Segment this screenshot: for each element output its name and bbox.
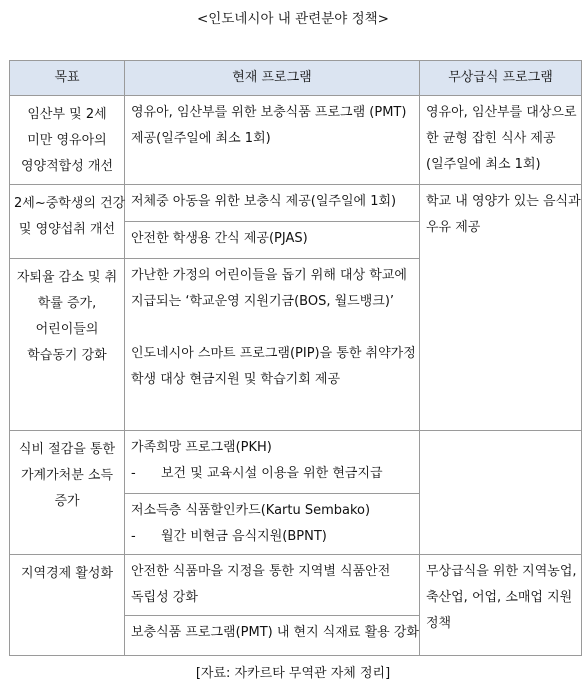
program-line: 영유아, 임산부를 위한 보충식품 프로그램 (PMT) <box>131 105 407 120</box>
goal-cell <box>10 431 125 555</box>
current-program-cell <box>125 259 420 431</box>
goal-line: 및 영양섭취 개선 <box>18 222 116 237</box>
program-line: 독립성 강화 <box>131 590 198 605</box>
spacer <box>131 315 415 341</box>
current-program-cell <box>125 431 420 494</box>
bullet-dash: - <box>131 529 136 544</box>
free-meal-line: 무상급식을 위한 지역농업, <box>426 564 577 579</box>
goal-line: 영양적합성 개선 <box>20 159 114 174</box>
current-program-cell <box>125 185 420 222</box>
goal-line: 증가 <box>54 494 80 509</box>
free-meal-line: 학교 내 영양가 있는 음식과 <box>426 194 581 209</box>
policy-table <box>9 60 582 656</box>
goal-cell <box>10 96 125 185</box>
program-line: 지급되는 ‘학교운영 지원기금(BOS, 월드뱅크)’ <box>131 294 395 309</box>
goal-line: 가계가처분 소득 <box>20 468 114 483</box>
current-program-cell <box>125 222 420 259</box>
free-meal-cell <box>420 555 582 656</box>
header-goal: 목표 <box>10 61 125 96</box>
program-line: 제공(일주일에 최소 1회) <box>131 131 271 146</box>
goal-cell <box>10 555 125 656</box>
goal-cell <box>10 185 125 259</box>
free-meal-line: 정책 <box>426 616 452 631</box>
program-line: 저체중 아동을 위한 보충식 제공(일주일에 1회) <box>131 194 397 209</box>
program-title: 저소득층 식품할인카드(Kartu Sembako) <box>131 503 371 518</box>
table-row <box>10 555 582 616</box>
bullet-item <box>131 524 415 550</box>
free-meal-line: (일주일에 최소 1회) <box>426 157 541 172</box>
goal-line: 지역경제 활성화 <box>20 566 114 581</box>
goal-line: 임산부 및 2세 <box>27 107 107 122</box>
current-program-cell <box>125 555 420 616</box>
table-row <box>10 431 582 494</box>
goal-line: 자퇴율 감소 및 취 <box>16 270 118 285</box>
source-note: [자료: 자카르타 무역관 자체 정리] <box>195 666 391 681</box>
header-free-meal-program: 무상급식 프로그램 <box>420 61 582 96</box>
bullet-dash: - <box>131 466 136 481</box>
goal-line: 2세~중학생의 건강 <box>14 196 126 211</box>
bullet-text: 보건 및 교육시설 이용을 위한 현금지급 <box>161 466 383 481</box>
program-line: 인도네시아 스마트 프로그램(PIP)을 통한 취약가정 <box>131 346 416 361</box>
program-title: 가족희망 프로그램(PKH) <box>131 440 272 455</box>
program-line: 가난한 가정의 어린이들을 돕기 위해 대상 학교에 <box>131 268 407 283</box>
free-meal-cell <box>420 185 582 431</box>
current-program-cell <box>125 96 420 185</box>
bullet-text: 월간 비현금 음식지원(BPNT) <box>161 529 327 544</box>
program-line: 안전한 학생용 간식 제공(PJAS) <box>131 231 308 246</box>
goal-cell <box>10 259 125 431</box>
goal-line: 어린이들의 <box>35 322 99 337</box>
free-meal-line: 영유아, 임산부를 대상으로 <box>426 105 577 120</box>
program-line: 안전한 식품마을 지정을 통한 지역별 식품안전 <box>131 564 391 579</box>
table-row <box>10 185 582 222</box>
header-current-program: 현재 프로그램 <box>125 61 420 96</box>
header-row <box>10 61 582 96</box>
table-title: <인도네시아 내 관련분야 정책> <box>197 11 389 27</box>
current-program-cell <box>125 616 420 656</box>
program-line: 학생 대상 현금지원 및 학습기회 제공 <box>131 372 341 387</box>
free-meal-line: 우유 제공 <box>426 220 481 235</box>
program-line: 보충식품 프로그램(PMT) 내 현지 식재료 활용 강화 <box>131 625 419 640</box>
goal-line: 미만 영유아의 <box>27 133 107 148</box>
free-meal-line: 축산업, 어업, 소매업 지원 <box>426 590 573 605</box>
bullet-item <box>131 461 415 487</box>
free-meal-cell <box>420 96 582 185</box>
goal-line: 식비 절감을 통한 <box>18 442 116 457</box>
free-meal-cell <box>420 431 582 555</box>
goal-line: 학습동기 강화 <box>27 348 107 363</box>
table-row <box>10 96 582 185</box>
current-program-cell <box>125 494 420 555</box>
free-meal-line: 한 균형 잡힌 식사 제공 <box>426 131 556 146</box>
goal-line: 학률 증가, <box>37 296 97 311</box>
